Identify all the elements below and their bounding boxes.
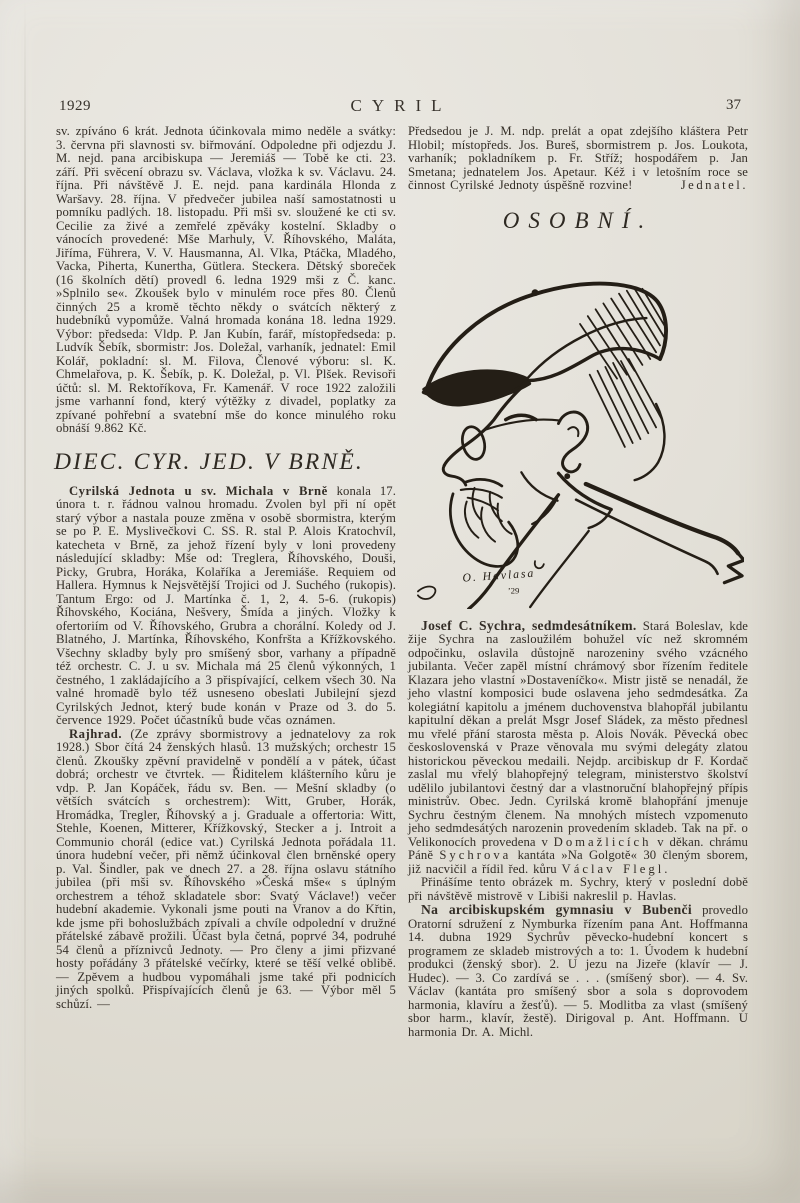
paragraph-text: provedlo Oratorní sdružení z Nymburka řízením pana Ant. Hoffmanna 14. dubna 1929 Sychrův pěvecko-hudební koncert s programem ze skladeb mistrových a to: 1. Úvodem k hudební produkci (ženský sbor). 2. U jezu na Jizeře (klavír — J. Hudec). — 3. Co zardívá se . . . (smíšený sbor). — 4. Sv. Václav (kantáta pro smíšený sbor a sola s doprovodem harmonia, klavíru a žesťů). — 5. Modlitba za vlast (smíšený sbor harm., klavír, žestě). Dirigoval p. Ant. Hoffmann. U harmonia Dr. A. Michl. [408,903,749,1039]
page-year: 1929 [59,98,91,114]
page-header [57,96,745,116]
paragraph-text: (Ze zprávy sbormistrovy a jednatelovy za rok 1928.) Sbor čítá 24 ženských hlasů. 13 mužských; orchestr 15 členů. Zkoušky zpěvní pravidelně v pondělí a v pátek, účast dobrá; orchestr ve čtvrtek. — Řiditelem klášterního kůru je vdp. P. Jan Kopáček, řádu sv. Ben. — Mešní skladby (o větších svátcích s orchestrem): Witt, Gruber, Horák, Hromádka, Tregler, Říhovský a j. Graduale a offertoria: Witt, Stehle, Koenen, Mitterer, Křížkovský, Stecker a j. Introit a Communio chorál (edice vat.) Cyrilská Jednota pořádala 11. února hudební večer, při němž účinkoval člen brněnské opery p. Val. Šindler, pak ve dnech 27. a 28. října oslavu státního jubilea (při mši sv. Říhovského »Česká mše« s úplným orchestrem a téhož skladatele sbor: Svatý Václave!) večer hudební akademie. Vykonali jsme pouti na Vranov a do Křtin, kde jsme při bohoslužbách zpívali a chvíle odpolední v družné přátelské zábavě prožili. Účast byla četná, poprvé 34, podruhé 54 členů a příznivců Jednoty. — Pro členy a jimi přizvané hosty pořádány 3 přátelské večírky, které se těší velké oblibě. — Zpěvem a hudbou vypomáhali jsme také při podnicích jiných spolků. Přispívajících členů je 63. — Výbor měl 5 schůzí. — [56,726,396,1011]
paragraph-sychra-jubilee [408,619,748,877]
page-crease [24,0,26,1203]
paragraph-rajhrad [56,728,396,1012]
signature-year: ’29 [507,584,520,595]
portrait-sketch [412,238,744,609]
journal-title: CYRIL [350,96,452,115]
paragraph-text: Předsedou je J. M. ndp. prelát a opat zdejšího kláštera Petr Hlobil; místopředs. Jos. Bureš, sbormistrem p. Jos. Loukota, varhaník; pokladníkem p. Fr. Stříž; hospodářem p. Jan Smetana; jednatelem Jos. Apetaur. Kéž i v letošním roce se činnost Cyrilské Jednoty úspěšně rozvine! [408,124,748,192]
paragraph-gymnasium-concert [408,903,748,1039]
artist-signature: O. Havlasa [462,566,536,585]
text-columns [56,125,748,1039]
paragraph-text: . [664,861,668,876]
spaced-name: Sychrova [439,848,512,862]
spaced-name: Václav Flegl [561,861,665,876]
portrait-illustration [408,238,748,614]
paragraph-text: Stará Boleslav, kde žije Sychra na zasloužilém bohužel víc než skromném odpočinku, oslavila důstojně narozeniny svého vzácného jubilanta. Večer zapěl místní chrámový sbor řízením ředitele Klazara jeho vlastní »Dostaveníčko«. Mistr jistě se nenadál, že jeho vlastní komposici bude oslavena jeho sedmdesátka. Za kolegiátní kapitolu a jménem duchovenstva blahopřál jubilantu kapitulní děkan a prelát Msgr Josef Sládek, za město přednesl mu vřelé přání starosta města p. Alois Novák. Pěvecká obec československá v Praze věnovala mu svými delegáty zlatou historickou pěveckou medaili. Nejdp. arcibiskup dr F. Kordač zaslal mu vřelý blahopřejný telegram, ministerstvo školství udělilo jubilantovi čestný dar a vlastnoruční blahopřejný přípis ministrův. Obec. Jedn. Cyrilská kromě blahopřání jmenuje Sychru čestným členem. Na mnohých místech vzpomenuto jeho sedmdesátých narozenin provedením skladeb. Tak na př. o Velikonocích provedena v [408,618,749,849]
paragraph-lead: Cyrilská Jednota u sv. Michala v Brně [69,483,328,498]
paragraph-text: Přinášíme tento obrázek m. Sychry, který v poslední době při návštěvě mistrově v Libiši nakreslil p. Havlas. [408,875,748,903]
section-heading-osobni: OSOBNÍ. [502,207,654,233]
paragraph-cyrilska-jednota [56,485,396,728]
paragraph-committee [408,125,748,193]
paragraph-text: sv. zpíváno 6 krát. Jednota účinkovala mimo neděle a svátky: 3. června při slavnosti sv. biřmování. Odpoledne při odjezdu J. M. nejd. pana arcibiskupa — Jeremiáš — Tobě ke cti. 23. září. Při svěcení obrazu sv. Václava, vložka k sv. Václavu. 24. října. Při návštěvě J. E. nejd. pana kardinála Hlonda z Waršavy. 28. října. V předvečer jubilea naší samostatnosti u pomníku padlých. 18. listopadu. Při mši sv. sloužené ke cti sv. Cecilie za živé a zemřelé zpěváky kostelní. Skladby o vánocích provedené: Mše Marhuly, V. Říhovského, Maláta, Jiříma, Führera, V. V. Hausmanna, Al. Vlka, Ptáčka, Mladého, Vacka, Piherta, Kunertha, Gütlera. Steckera. Dětský sboreček (16 školních dětí) provedl 6. ledna 1929 mši z Č. kanc. »Splnilo se«. Zkoušek bylo v minulém roce přes 80. Členů činných 25 a kromě těchto někdy o svátcích některý z hudebníků vypomůže. Valná hromada konána 18. ledna 1929. Výbor: předseda: Vldp. P. Jan Kubín, farář, místopředseda: p. Ludvík Šebík, sbormistr: Jos. Doležal, varhaník, jednatel: Emil Kolář, pokladní: sl. M. Filova, Členové výboru: sl. K. Chmelařova, p. K. Šebík, p. K. Doležal, p. Vl. Plšek. Revisoři účtů: sl. M. Rektoříkova, Fr. Kamenář. V roce 1922 založili jsme varhanní fond, který výtěžky z divadel, poplatky za zpívané pohřební a svatební mše do konce minulého roku obnáší 9.862 Kč. [56,124,396,435]
spaced-name: Domažlicích [553,834,652,849]
paragraph-lead: Rajhrad. [69,726,122,741]
paragraph-text: v děkan. chrámu Páně [408,834,748,862]
signoff-jednatel: Jednatel. [680,178,748,192]
paragraph-lead: Josef C. Sychra, sedmdesátníkem. [421,617,637,633]
section-heading-diec-cyr-jed: DIEC. CYR. JED. V BRNĚ. [54,448,364,475]
page-number: 37 [726,97,741,113]
paragraph-portrait-note [408,876,748,903]
right-column [408,125,748,1039]
paragraph-text: konala 17. února t. r. řádnou valnou hromadu. Zvolen byl při ní opět starý výbor a nastala pouze změna v osobě sbormistra, kterým se po P. E. Myslivečkovi C. SS. R. stal P. Alois Kratochvíl, katecheta v Brně, za jehož řízení byly v loni provedeny následující skladby: Mše od: Treglera, Říhovského, Douši, Picky, Grubra, Horáka, Kolaříka a Jeremiáše. Requiem od Hallera. Hymnus k Nejsvětější Trojici od J. Suchého (rukopis). Tantum Ergo: od J. Martínka č. 1, 2, 4. 5-6. (rukopis) Říhovského, Kociána, Nešvery, Šmída a jiných. Vložky k ofertoriím od V. Říhovského, Grubra a chorální. Koledy od J. Blatného, J. Martínka, Říhovského, Konfršta a Křížkovského. Všechny skladby byly pro smíšený sbor, varhany a případně též orchestr. C. J. u sv. Michala má 25 členů výkonných, 1 čestného, 1 zakládajícího a 3 přispívající, celkem všech 30. Na valné hromadě bylo též usneseno obeslati Jubilejní sjezd Cyrilských Jednot, který bude konán v Praze od 3. do 5. července 1929. Počet účastníků bude včas oznámen. [56,483,397,727]
paragraph-annual-report [56,125,396,436]
paragraph-lead: Na arcibiskupském gymnasiu v Bubenči [421,902,692,917]
left-column [56,125,396,1039]
paragraph-text: kantáta »Na Golgotě« 30 členým sborem, již nacvičil a řídil řed. kůru [408,848,748,876]
